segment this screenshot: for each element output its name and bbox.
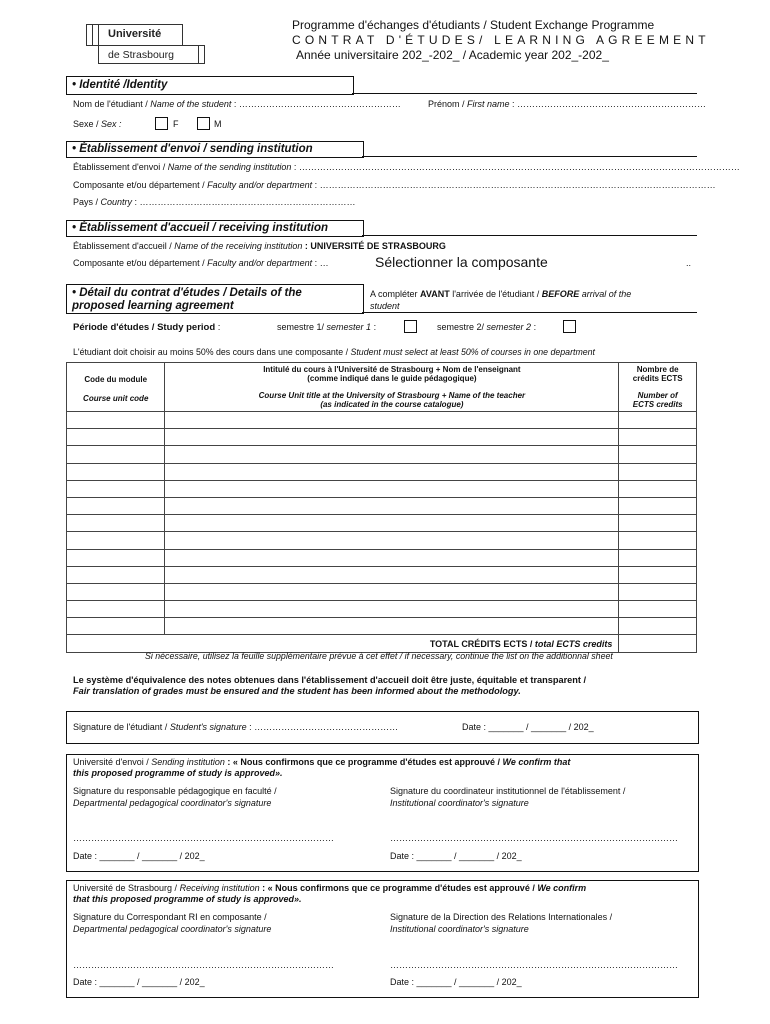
course-ects-cell[interactable]: [619, 429, 697, 446]
course-title-cell[interactable]: [165, 446, 619, 463]
course-code-cell[interactable]: [67, 446, 165, 463]
sending-approval-intro-bold: : « Nous confirmons que ce programme d'études est approuvé /: [224, 757, 501, 767]
course-title-cell[interactable]: [165, 412, 619, 429]
sending-rule: [362, 156, 697, 157]
first-name-dots: : ………………………………………………………: [509, 99, 707, 109]
table-row[interactable]: [67, 497, 697, 514]
course-ects-cell[interactable]: [619, 497, 697, 514]
col-ects-fr-2: crédits ECTS: [632, 374, 683, 383]
course-code-cell[interactable]: [67, 480, 165, 497]
sending-country-label-en: Country: [100, 197, 133, 207]
course-title-cell[interactable]: [165, 532, 619, 549]
col-title-fr-1: Intitulé du cours à l'Université de Strasbourg + Nom de l'enseignant: [263, 365, 521, 374]
receiving-approval-intro: [73, 883, 586, 893]
student-signature-label-fr: Signature de l'étudiant /: [73, 722, 168, 732]
table-row[interactable]: [67, 618, 697, 635]
total-label-cell: [67, 635, 619, 652]
course-ects-cell[interactable]: [619, 446, 697, 463]
receiving-right-sig-label-en: Institutional coordinator's signature: [390, 924, 529, 934]
receiving-left-sig-label-en: Departmental pedagogical coordinator's signature: [73, 924, 272, 934]
student-signature-date[interactable]: Date : _______ / _______ / 202_: [462, 722, 594, 732]
sending-faculty-field[interactable]: [73, 180, 716, 190]
sex-label: [73, 119, 122, 129]
sending-faculty-label-fr: Composante et/ou département /: [73, 180, 205, 190]
receiving-approval-intro-bold: : « Nous confirmons que ce programme d'études est approuvé /: [259, 883, 535, 893]
first-name-field[interactable]: [428, 99, 706, 109]
receiving-right-signature-line[interactable]: ……………………………………………………………………………………: [390, 960, 678, 970]
course-ects-cell[interactable]: [619, 463, 697, 480]
sending-country-field[interactable]: [73, 197, 356, 207]
header-contract-title: CONTRAT D'ÉTUDES/ LEARNING AGREEMENT: [292, 33, 710, 47]
total-ects-cell[interactable]: [619, 635, 697, 652]
col-title-header: [165, 363, 619, 412]
semester-2-label: [437, 322, 536, 332]
table-row[interactable]: [67, 429, 697, 446]
col-title-en-1: Course Unit title at the University of Strasbourg + Name of the teacher: [258, 391, 526, 400]
course-title-cell[interactable]: [165, 601, 619, 618]
receiving-left-sig-label: Signature du Correspondant RI en composante /: [73, 912, 267, 922]
first-name-label-fr: Prénom /: [428, 99, 465, 109]
sex-label-en: Sex :: [101, 119, 122, 129]
course-ects-cell[interactable]: [619, 532, 697, 549]
receiving-faculty-label-fr: Composante et/ou département /: [73, 258, 205, 268]
course-code-cell[interactable]: [67, 566, 165, 583]
course-code-cell[interactable]: [67, 601, 165, 618]
col-title-en-2: (as indicated in the course catalogue): [320, 400, 464, 409]
detail-section-title-1: • Détail du contrat d'études / Details of the: [72, 287, 302, 299]
course-code-cell[interactable]: [67, 583, 165, 600]
col-code-en: Course unit code: [83, 394, 149, 403]
table-row[interactable]: [67, 412, 697, 429]
receiving-institution-label-en: Name of the receiving institution: [174, 241, 303, 251]
course-ects-cell[interactable]: [619, 515, 697, 532]
sending-left-sig-label-en: Departmental pedagogical coordinator's signature: [73, 798, 272, 808]
course-code-cell[interactable]: [67, 549, 165, 566]
sex-m-label: M: [214, 119, 222, 129]
faculty-select-dropdown[interactable]: Sélectionner la composante: [375, 254, 548, 270]
semester-1-label-fr: semestre 1/: [277, 322, 325, 332]
student-name-dots: : ………………………………………………: [231, 99, 401, 109]
identity-section-title: • Identité /Identity: [72, 79, 168, 91]
semester-1-label: [277, 322, 376, 332]
grades-statement-1: Le système d'équivalence des notes obtenues dans l'établissement d'accueil doit être juste, équitable et transparent /: [73, 675, 587, 685]
sending-country-label-fr: Pays /: [73, 197, 99, 207]
logo-text-strasbourg: de Strasbourg: [108, 49, 174, 61]
semester-1-label-en: semester 1: [326, 322, 372, 332]
receiving-rule: [362, 235, 697, 236]
grades-statement-2: Fair translation of grades must be ensured and the student has been informed about the methodology.: [73, 686, 521, 696]
receiving-approval-intro-fr: Université de Strasbourg /: [73, 883, 178, 893]
receiving-institution-value: : UNIVERSITÉ DE STRASBOURG: [302, 241, 446, 251]
detail-note-avant: AVANT: [420, 289, 450, 299]
detail-section-title-2: proposed learning agreement: [72, 300, 234, 312]
detail-note-before: BEFORE: [541, 289, 580, 299]
total-label-fr: TOTAL CRÉDITS ECTS /: [429, 638, 533, 649]
course-title-cell[interactable]: [165, 566, 619, 583]
sending-institution-label-fr: Établissement d'envoi /: [73, 162, 166, 172]
sending-section-title: • Établissement d'envoi / sending institution: [72, 143, 313, 155]
detail-note-mid: l'arrivée de l'étudiant /: [449, 289, 540, 299]
semester-1-checkbox[interactable]: [404, 320, 417, 333]
student-name-label-en: Name of the student: [150, 99, 232, 109]
table-row[interactable]: [67, 463, 697, 480]
detail-rule: [362, 312, 697, 313]
sending-institution-dots: : …………………………………………………………………………………………………………………………………: [291, 162, 740, 172]
sending-approval-intro-bold-en: We confirm that: [500, 757, 571, 767]
course-title-cell[interactable]: [165, 549, 619, 566]
table-row[interactable]: [67, 549, 697, 566]
receiving-institution-label-fr: Établissement d'accueil /: [73, 241, 172, 251]
semester-2-checkbox[interactable]: [563, 320, 576, 333]
course-code-cell[interactable]: [67, 497, 165, 514]
table-row[interactable]: [67, 601, 697, 618]
course-title-cell[interactable]: [165, 583, 619, 600]
total-row: [67, 635, 697, 652]
sending-approval-intro-fr: Université d'envoi /: [73, 757, 149, 767]
course-title-cell[interactable]: [165, 429, 619, 446]
student-name-label-fr: Nom de l'étudiant /: [73, 99, 148, 109]
receiving-section-title: • Établissement d'accueil / receiving institution: [72, 222, 328, 234]
student-name-field[interactable]: [73, 99, 401, 109]
receiving-faculty-label: [73, 258, 329, 268]
table-row[interactable]: [67, 446, 697, 463]
sending-left-sig-label: Signature du responsable pédagogique en faculté /: [73, 786, 277, 796]
course-title-cell[interactable]: [165, 497, 619, 514]
table-row[interactable]: [67, 515, 697, 532]
course-ects-cell[interactable]: [619, 549, 697, 566]
detail-note-fr: A compléter: [370, 289, 418, 299]
total-label-en: total ECTS credits: [532, 638, 613, 649]
header-programme: Programme d'échanges d'étudiants / Student Exchange Programme: [292, 18, 655, 32]
course-title-cell[interactable]: [165, 463, 619, 480]
col-ects-header: [619, 363, 697, 412]
semester-2-colon: :: [531, 322, 537, 332]
table-row[interactable]: [67, 480, 697, 497]
continue-note: Si nécessaire, utilisez la feuille supplémentaire prévue à cet effet / if necessary, continue the list on the additionnal sheet: [145, 651, 613, 661]
student-signature-field[interactable]: [73, 722, 398, 732]
sending-approval-intro: [73, 757, 570, 767]
course-code-cell[interactable]: [67, 618, 165, 635]
department-rule-en: Student must select at least 50% of courses in one department: [350, 347, 595, 357]
identity-rule: [352, 93, 697, 94]
receiving-approval-intro-2: that this proposed programme of study is approved».: [73, 894, 302, 904]
receiving-faculty-suffix: ..: [686, 258, 692, 268]
course-title-cell[interactable]: [165, 515, 619, 532]
receiving-right-date[interactable]: Date : _______ / _______ / 202_: [390, 977, 522, 987]
receiving-left-date[interactable]: Date : _______ / _______ / 202_: [73, 977, 205, 987]
course-ects-cell[interactable]: [619, 601, 697, 618]
sending-country-dots: : ………………………………………………………………: [132, 197, 356, 207]
receiving-right-sig-label: Signature de la Direction des Relations Internationales /: [390, 912, 613, 922]
course-ects-cell[interactable]: [619, 480, 697, 497]
table-row[interactable]: [67, 532, 697, 549]
col-ects-en-2: ECTS credits: [632, 400, 683, 409]
study-period-label: [73, 322, 220, 333]
course-code-cell[interactable]: [67, 463, 165, 480]
col-ects-en-1: Number of: [637, 391, 678, 400]
sending-institution-label-en: Name of the sending institution: [167, 162, 292, 172]
sending-institution-field[interactable]: [73, 162, 740, 172]
receiving-institution-field: [73, 241, 446, 251]
course-title-cell[interactable]: [165, 618, 619, 635]
course-code-cell[interactable]: [67, 515, 165, 532]
col-ects-fr-1: Nombre de: [636, 365, 679, 374]
col-code-fr: Code du module: [84, 375, 148, 384]
sex-m-checkbox[interactable]: [197, 117, 210, 130]
course-code-cell[interactable]: [67, 429, 165, 446]
semester-2-label-en: semester 2: [486, 322, 532, 332]
course-code-cell[interactable]: [67, 412, 165, 429]
course-title-cell[interactable]: [165, 480, 619, 497]
sending-right-signature-line[interactable]: ……………………………………………………………………………………: [390, 833, 678, 843]
courses-table: [66, 362, 697, 653]
receiving-faculty-label-en: Faculty and/or department: [207, 258, 313, 268]
sending-left-date[interactable]: Date : _______ / _______ / 202_: [73, 851, 205, 861]
col-title-fr-2: (comme indiqué dans le guide pédagogique): [307, 374, 477, 383]
receiving-approval-intro-bold-en: We confirm: [534, 883, 587, 893]
sending-faculty-dots: : ……………………………………………………………………………………………………………………: [312, 180, 716, 190]
detail-note-student: student: [370, 301, 400, 311]
student-signature-label-en: Student's signature: [169, 722, 247, 732]
study-period-text: Période d'études / Study period: [73, 322, 216, 333]
sending-right-sig-label-en: Institutional coordinator's signature: [390, 798, 529, 808]
sending-left-signature-line[interactable]: ……………………………………………………………………………: [73, 833, 334, 843]
semester-1-colon: :: [371, 322, 377, 332]
col-code-header: [67, 363, 165, 412]
logo-text-universite: Université: [108, 28, 162, 40]
sex-label-fr: Sexe /: [73, 119, 99, 129]
course-ects-cell[interactable]: [619, 618, 697, 635]
sex-f-checkbox[interactable]: [155, 117, 168, 130]
course-ects-cell[interactable]: [619, 412, 697, 429]
table-row[interactable]: [67, 583, 697, 600]
department-rule-note: [73, 347, 595, 357]
receiving-left-signature-line[interactable]: ……………………………………………………………………………: [73, 960, 334, 970]
study-period-colon: :: [215, 322, 221, 333]
department-rule-fr: L'étudiant doit choisir au moins 50% des cours dans une composante /: [73, 347, 349, 357]
receiving-approval-intro-en: Receiving institution: [179, 883, 260, 893]
university-logo: [86, 24, 204, 64]
sending-faculty-label-en: Faculty and/or department: [207, 180, 313, 190]
student-signature-dots: : …………………………………………: [246, 722, 399, 732]
detail-note: [370, 289, 631, 299]
course-ects-cell[interactable]: [619, 566, 697, 583]
course-ects-cell[interactable]: [619, 583, 697, 600]
table-row[interactable]: [67, 566, 697, 583]
course-code-cell[interactable]: [67, 532, 165, 549]
semester-2-label-fr: semestre 2/: [437, 322, 485, 332]
detail-note-en: arrival of the: [579, 289, 632, 299]
sending-right-sig-label: Signature du coordinateur institutionnel de l'établissement /: [390, 786, 626, 796]
sex-f-label: F: [173, 119, 179, 129]
first-name-label-en: First name: [467, 99, 510, 109]
sending-right-date[interactable]: Date : _______ / _______ / 202_: [390, 851, 522, 861]
sending-approval-intro-en: Sending institution: [151, 757, 225, 767]
receiving-faculty-prefix: : …: [312, 258, 329, 268]
table-header-row: [67, 363, 697, 412]
header-academic-year: Année universitaire 202_-202_ / Academic year 202_-202_: [296, 48, 609, 62]
sending-approval-intro-2: this proposed programme of study is approved».: [73, 768, 283, 778]
